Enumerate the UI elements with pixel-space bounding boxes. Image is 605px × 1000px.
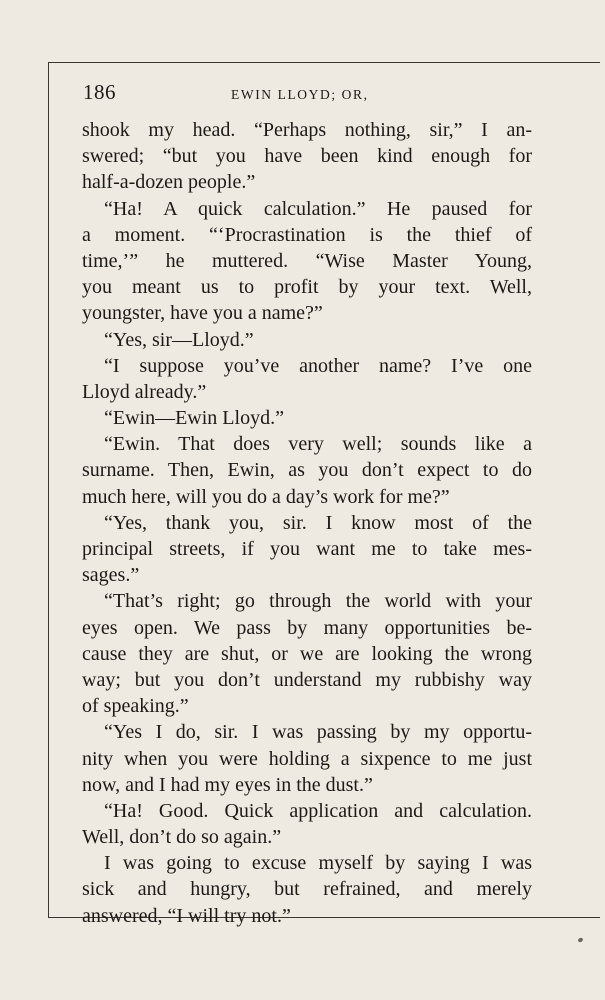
text-line: “Yes, thank you, sir. I know most of the [104, 511, 532, 534]
text-line: way; but you don’t understand my rubbishy way [82, 668, 532, 691]
text-line: much here, will you do a day’s work for me?” [82, 485, 450, 508]
text-line: Lloyd already.” [82, 380, 207, 403]
running-title: EWIN LLOYD; OR, [231, 87, 369, 102]
text-line: “I suppose you’ve another name? I’ve one [104, 354, 532, 377]
text-line: shook my head. “Perhaps nothing, sir,” I an- [82, 119, 532, 141]
text-line: time,’” he muttered. “Wise Master Young, [82, 249, 532, 272]
running-head [83, 80, 533, 112]
text-line: “Ha! A quick calculation.” He paused for [104, 197, 532, 220]
page-number: 186 [83, 80, 116, 104]
ink-speck [577, 937, 583, 943]
text-line: Well, don’t do so again.” [82, 826, 282, 849]
text-line: sages.” [82, 564, 140, 587]
text-line: swered; “but you have been kind enough for [82, 145, 532, 168]
text-line: principal streets, if you want me to take mes- [82, 538, 532, 560]
text-line: “Ha! Good. Quick application and calculation. [104, 799, 532, 822]
text-line: “Yes, sir—Lloyd.” [104, 328, 254, 351]
text-line: nity when you were holding a sixpence to me just [82, 747, 532, 770]
text-line: I was going to excuse myself by saying I was [104, 852, 532, 875]
text-line: “Ewin. That does very well; sounds like a [104, 433, 532, 456]
text-line: “Yes I do, sir. I was passing by my opportu- [104, 721, 532, 744]
text-line: surname. Then, Ewin, as you don’t expect to do [82, 459, 532, 482]
text-line: half-a-dozen people.” [82, 171, 256, 194]
text-line: a moment. “‘Procrastination is the thief of [82, 223, 532, 246]
text-line: “Ewin—Ewin Lloyd.” [104, 407, 284, 430]
text-line: of speaking.” [82, 695, 189, 718]
text-line: you meant us to profit by your text. Well, [82, 276, 532, 299]
text-line: sick and hungry, but refrained, and merely [82, 878, 532, 901]
body-text [82, 117, 532, 929]
text-line: now, and I had my eyes in the dust.” [82, 773, 373, 796]
text-line: “That’s right; go through the world with your [104, 590, 532, 613]
text-line: answered, “I will try not.” [82, 904, 291, 927]
text-line: eyes open. We pass by many opportunities be- [82, 616, 532, 639]
text-line: youngster, have you a name?” [82, 302, 323, 325]
text-line: cause they are shut, or we are looking the wrong [82, 642, 532, 665]
